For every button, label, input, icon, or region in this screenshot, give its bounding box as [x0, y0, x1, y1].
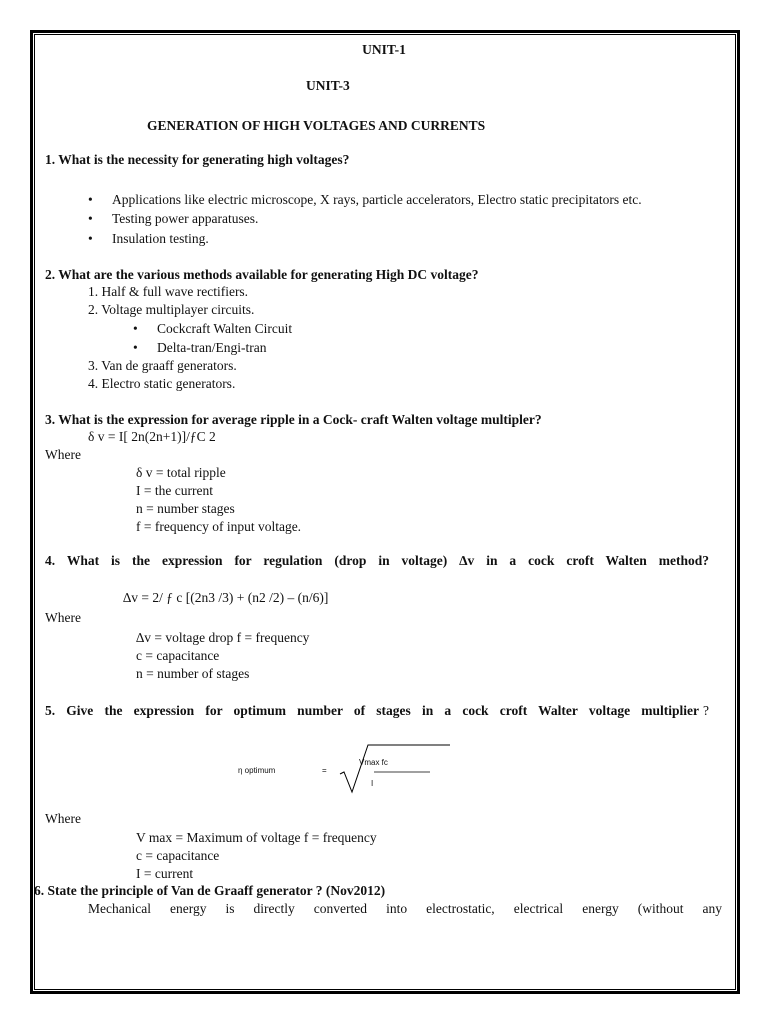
q4-where: Where — [45, 610, 81, 625]
q2-item-3: 3. Van de graaff generators. — [88, 358, 237, 373]
formula-numerator: Vmax fc — [359, 758, 388, 767]
square-root-icon — [338, 742, 452, 794]
unit3-heading: UNIT-3 — [306, 78, 350, 93]
q1-bullet-3: • Insulation testing. — [112, 231, 209, 247]
q3-formula: δ v = I[ 2n(2n+1)]/ƒC 2 — [88, 429, 216, 444]
formula-denominator: I — [371, 779, 374, 788]
q1-bullet-2: • Testing power apparatuses. — [112, 211, 258, 227]
q4-def-2: c = capacitance — [136, 648, 220, 663]
question-6: 6. State the principle of Van de Graaff generator ? (Nov2012) — [34, 883, 386, 898]
q2-item-4: 4. Electro static generators. — [88, 376, 236, 391]
q3-def-2: I = the current — [136, 483, 213, 498]
q5-where: Where — [45, 811, 81, 826]
question-3: 3. What is the expression for average ripple in a Cock- craft Walten voltage multipler? — [45, 412, 542, 427]
q2-subitem-1: • Cockcraft Walten Circuit — [157, 321, 292, 337]
q5-def-2: c = capacitance — [136, 848, 220, 863]
question-5-end: ? — [703, 703, 709, 718]
q6-answer: Mechanical energy is directly converted into electrostatic, electrical energy (without any — [88, 901, 722, 916]
q3-def-4: f = frequency of input voltage. — [136, 519, 302, 534]
q5-def-1: V max = Maximum of voltage f = frequency — [136, 830, 377, 845]
question-1: 1. What is the necessity for generating high voltages? — [45, 152, 350, 167]
q3-def-1: δ v = total ripple — [136, 465, 226, 480]
q4-def-1: ∆v = voltage drop f = frequency — [136, 630, 310, 645]
formula-equals: = — [322, 766, 327, 775]
question-5: 5. Give the expression for optimum number of stages in a cock croft Walter voltage multiplier — [45, 703, 699, 718]
q3-where: Where — [45, 447, 81, 462]
q1-bullet-1: • Applications like electric microscope, X rays, particle accelerators, Electro static precipitators etc. — [112, 192, 642, 208]
q2-subitem-2: • Delta-tran/Engi-tran — [157, 340, 266, 356]
formula-label: η optimum — [238, 766, 276, 775]
page-title: GENERATION OF HIGH VOLTAGES AND CURRENTS — [147, 118, 486, 133]
question-2: 2. What are the various methods available for generating High DC voltage? — [45, 267, 479, 282]
q2-item-1: 1. Half & full wave rectifiers. — [88, 284, 249, 299]
q4-def-3: n = number of stages — [136, 666, 250, 681]
q3-def-3: n = number stages — [136, 501, 235, 516]
q2-item-2: 2. Voltage multiplayer circuits. — [88, 302, 255, 317]
question-4: 4. What is the expression for regulation (drop in voltage) ∆v in a cock croft Walten method? — [45, 553, 709, 568]
unit1-heading: UNIT-1 — [362, 42, 406, 57]
q4-formula: ∆v = 2/ ƒ c [(2n3 /3) + (n2 /2) – (n/6)] — [123, 590, 329, 605]
q5-def-3: I = current — [136, 866, 194, 881]
